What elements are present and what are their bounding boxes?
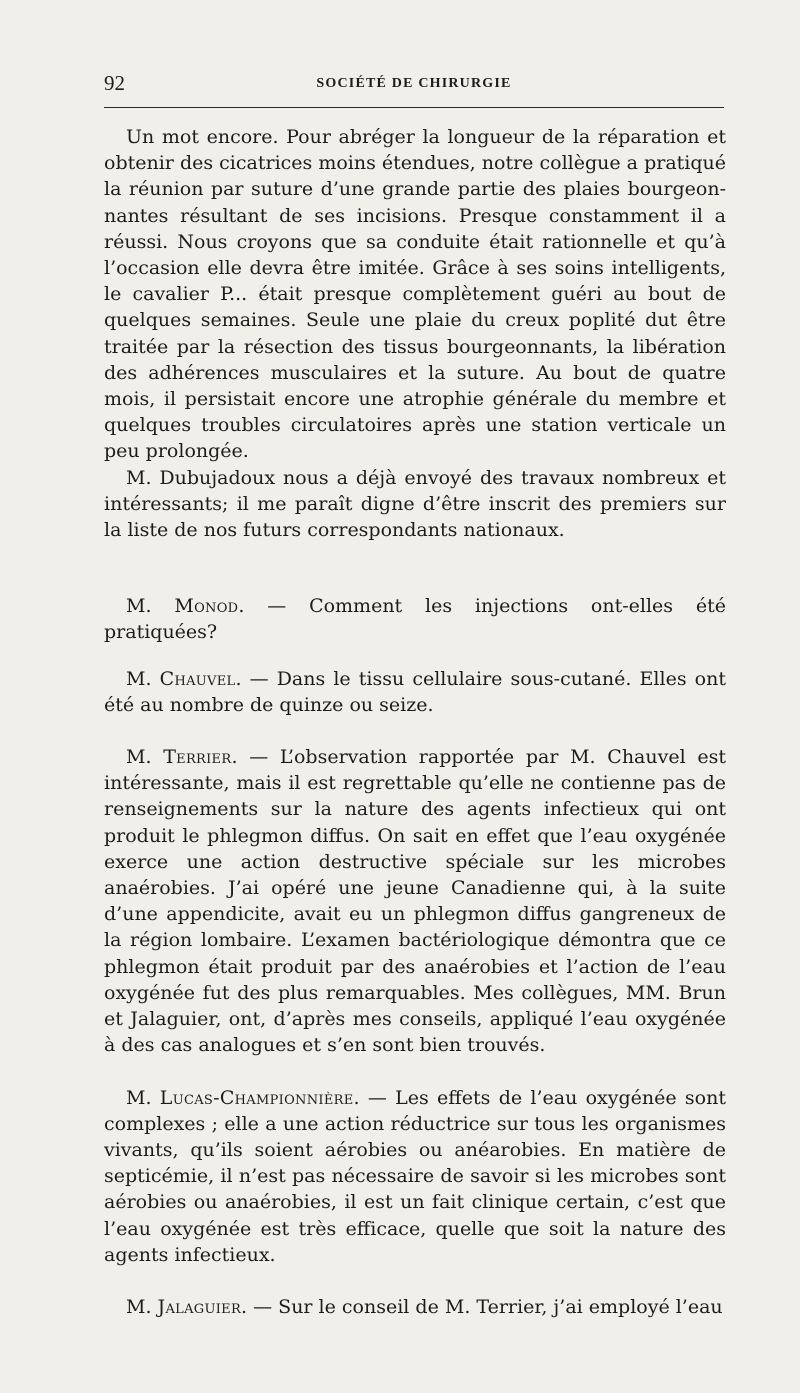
speaker-name: Monod: [174, 595, 239, 618]
spacer: [104, 1268, 726, 1294]
em-dash: —: [267, 595, 287, 618]
discussion-entry: M. Monod. — Comment les injections ont-elles été pratiquées?: [104, 595, 726, 644]
speaker-title: M.: [126, 595, 152, 618]
paragraph: Un mot encore. Pour abréger la longueur de la réparation et obtenir des cicatrices moins étendues, notre collègue a pratiqué la réunion par suture d’une grande partie des plaies bourgeonnantes résultant de ses incisions. Presque constamment il a réussi. Nous croyons que sa conduite était rationnelle et qu’à l’occasion elle devra être imitée. Grâce à ses soins intelligents, le cavalier P... était presque complètement guéri au bout de quelques semaines. Seule une plaie du creux poplité dut être traitée par la résection des tissus bourgeonnants, la libération des adhérences musculaires et la suture. Au bout de quatre mois, il persistait encore une atrophie générale du membre et quelques troubles circulatoires après une station verticale un peu prolongée.: [104, 126, 726, 463]
speaker-name: Lucas-Championnière: [159, 1086, 354, 1109]
page-header: [104, 70, 724, 100]
header-rule: [104, 107, 724, 108]
speaker-title: M.: [126, 667, 152, 690]
em-dash: —: [249, 667, 269, 690]
speaker-title: M.: [126, 1295, 152, 1318]
entry-text: L’observation rapportée par M. Chauvel est intéressante, mais il est regrettable qu’elle ne contienne pas de renseignements sur la nature des agents infectieux qui ont produit le phlegmon diffus. On sait en effet que l’eau oxygénée exerce une action destructive spéciale sur les microbes anaérobies. J’ai opéré une jeune Canadienne qui, à la suite d’une appendicite, avait eu un phlegmon diffus gangreneux de la région lombaire. L’examen bactériologique démontra que ce phlegmon était produit par des anaérobies et l’action de l’eau oxygénée fut des plus remarquables. Mes collègues, MM. Brun et Jalaguier, ont, d’après mes conseils, appliqué l’eau oxygénée à des cas analogues et s’en sont bien trouvés.: [104, 746, 726, 1057]
speaker-title: M.: [126, 1086, 152, 1109]
spacer: [104, 718, 726, 744]
em-dash: —: [367, 1086, 387, 1109]
em-dash: —: [249, 746, 269, 769]
discussion-entry: M. Terrier. — L’observation rapportée par M. Chauvel est intéressante, mais il est regrettable qu’elle ne contienne pas de renseignements sur la nature des agents infectieux qui ont produit le phlegmon diffus. On sait en effet que l’eau oxygénée exerce une action destructive spéciale sur les microbes anaérobies. J’ai opéré une jeune Canadienne qui, à la suite d’une appendicite, avait eu un phlegmon diffus gangreneux de la région lombaire. L’examen bactériologique démontra que ce phlegmon était produit par des anaérobies et l’action de l’eau oxygénée fut des plus remarquables. Mes collègues, MM. Brun et Jalaguier, ont, d’après mes conseils, appliqué l’eau oxygénée à des cas analogues et s’en sont bien trouvés.: [104, 746, 726, 1057]
speaker-name: Terrier: [163, 746, 232, 769]
em-dash: —: [253, 1295, 273, 1318]
discussion-entry: M. Chauvel. — Dans le tissu cellulaire sous-cutané. Elles ont été au nombre de quinze ou seize.: [104, 667, 726, 716]
entry-text: Sur le conseil de M. Terrier, j’ai employé l’eau: [278, 1295, 723, 1318]
entry-text: Les effets de l’eau oxygénée sont complexes ; elle a une action réductrice sur tous les organismes vivants, qu’ils soient aérobies ou anéarobies. En matière de septicémie, il n’est pas nécessaire de savoir si les microbes sont aérobies ou anaérobies, il est un fait clinique certain, c’est que l’eau oxygénée est très efficace, quelle que soit la nature des agents infectieux.: [104, 1086, 726, 1266]
paragraph: M. Dubujadoux nous a déjà envoyé des travaux nombreux et intéressants; il me paraît digne d’être inscrit des premiers sur la liste de nos futurs correspondants nationaux.: [104, 466, 726, 542]
page-number: 92: [104, 71, 125, 95]
speaker-name: Chauvel: [159, 667, 236, 690]
body-text: [104, 124, 726, 1320]
spacer: [104, 1059, 726, 1085]
running-head: SOCIÉTÉ DE CHIRURGIE: [316, 76, 512, 91]
entry-text: Comment les injections ont-elles été pratiquées?: [104, 595, 726, 644]
spacer: [104, 543, 726, 593]
discussion-entry: M. Jalaguier. — Sur le conseil de M. Terrier, j’ai employé l’eau: [126, 1295, 723, 1318]
speaker-title: M.: [126, 746, 152, 769]
discussion-entry: M. Lucas-Championnière. — Les effets de l’eau oxygénée sont complexes ; elle a une action réductrice sur tous les organismes vivants, qu’ils soient aérobies ou anéarobies. En matière de septicémie, il n’est pas nécessaire de savoir si les microbes sont aérobies ou anaérobies, il est un fait clinique certain, c’est que l’eau oxygénée est très efficace, quelle que soit la nature des agents infectieux.: [104, 1086, 726, 1266]
speaker-name: Jalaguier: [157, 1295, 242, 1318]
spacer: [104, 646, 726, 666]
entry-text: Dans le tissu cellulaire sous-cutané. Elles ont été au nombre de quinze ou seize.: [104, 667, 726, 716]
